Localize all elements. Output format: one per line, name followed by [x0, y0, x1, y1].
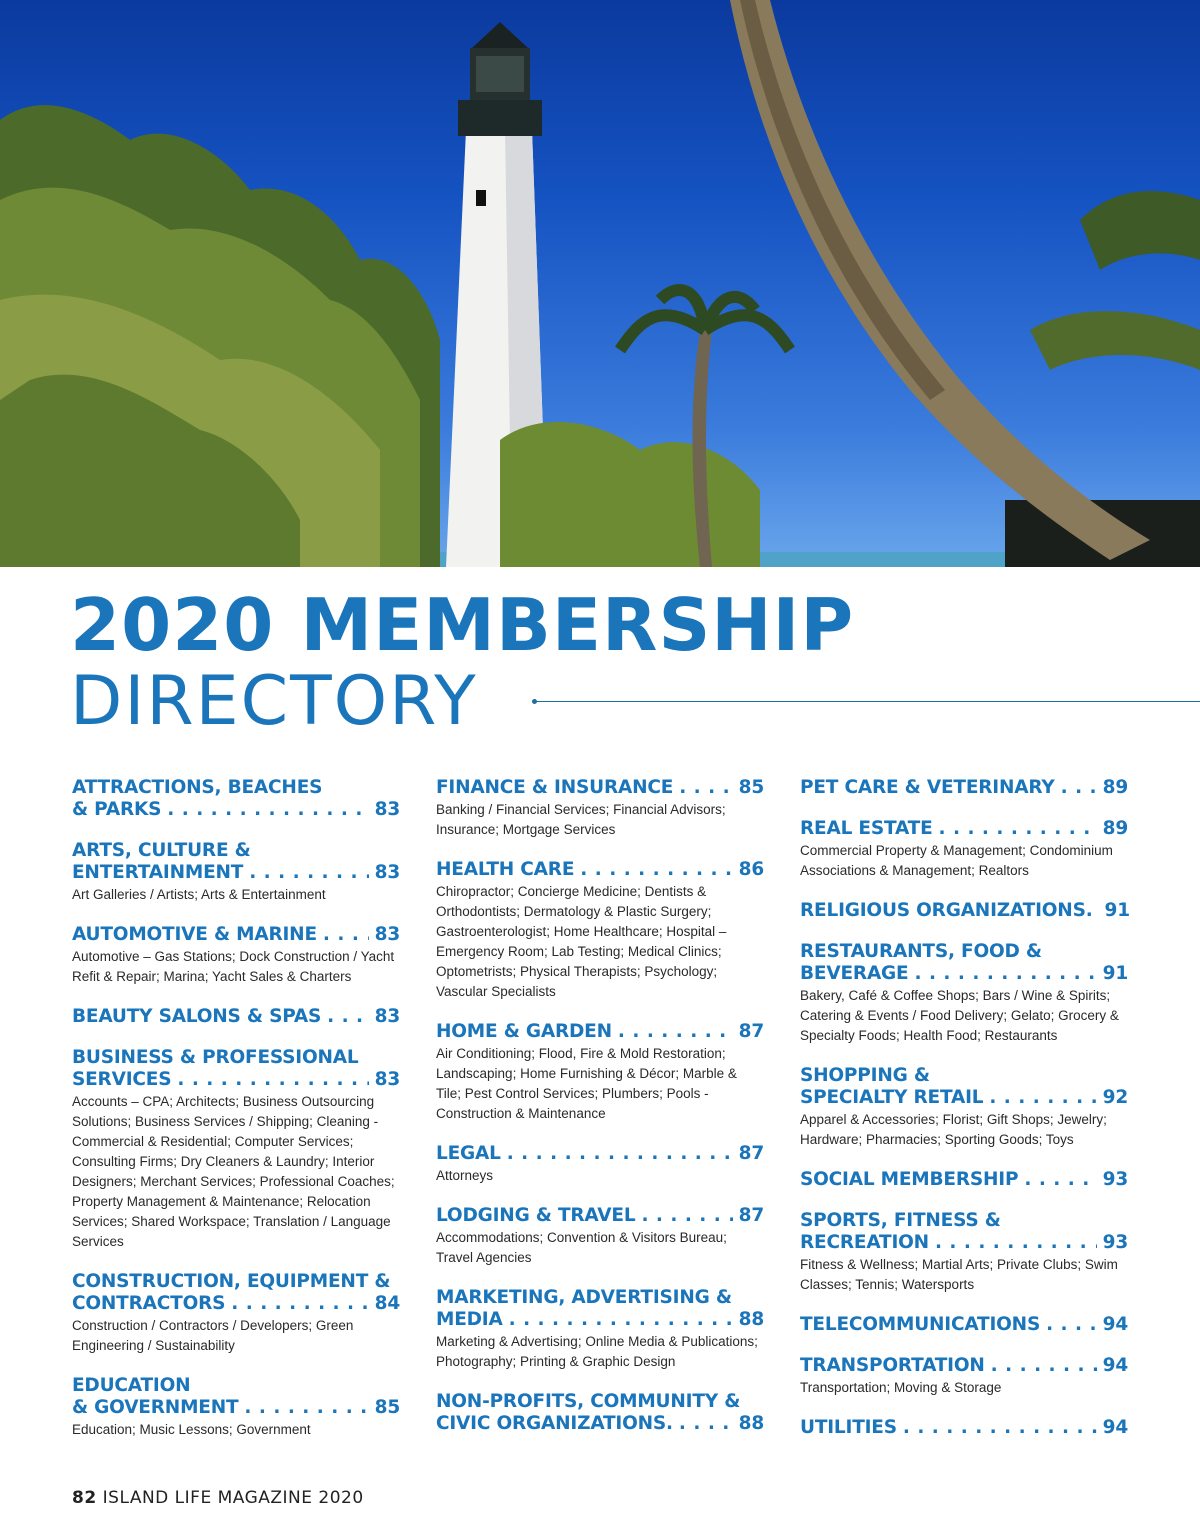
dot-leader	[618, 1021, 733, 1043]
category-page-number: 93	[1102, 1169, 1128, 1190]
category-heading	[436, 777, 764, 799]
category-label: CONSTRUCTION, EQUIPMENT &	[72, 1271, 391, 1292]
category-page-number: 85	[738, 777, 764, 798]
dot-leader	[1046, 1314, 1097, 1336]
directory-column-3	[800, 777, 1128, 1458]
category-description: Commercial Property & Management; Condominium Associations & Management; Realtors	[800, 843, 1113, 878]
page-number: 82	[72, 1488, 97, 1508]
page-footer	[72, 1488, 364, 1508]
directory-entry	[800, 941, 1128, 1046]
category-label: CONTRACTORS	[72, 1293, 226, 1314]
category-page-number: 86	[738, 859, 764, 880]
directory-entry	[436, 1021, 764, 1124]
dot-leader	[167, 799, 368, 821]
category-heading	[72, 1006, 400, 1028]
category-description: Chiropractor; Concierge Medicine; Dentists & Orthodontists; Dermatology & Plastic Surgery; Gastroenterologist; Home Healthcare; Hospital – Emergency Room; Lab Testing; Medical Clinics; Optometrists; Physical Therapists; Psychology; Vascular Specialists	[436, 884, 727, 999]
dot-leader	[903, 1417, 1097, 1439]
category-page-number: 93	[1102, 1232, 1128, 1253]
dot-leader	[914, 963, 1096, 985]
category-heading	[436, 1143, 764, 1165]
dot-leader	[323, 924, 369, 946]
category-label: RECREATION	[800, 1232, 929, 1253]
category-label: NON-PROFITS, COMMUNITY &	[436, 1391, 741, 1412]
category-label: RESTAURANTS, FOOD &	[800, 941, 1042, 962]
dot-leader	[580, 859, 732, 881]
category-heading	[436, 1021, 764, 1043]
category-heading	[72, 1271, 400, 1315]
dot-leader	[679, 1413, 733, 1435]
category-page-number: 84	[374, 1293, 400, 1314]
category-heading	[800, 900, 1128, 922]
dot-leader	[231, 1293, 368, 1315]
dot-leader	[177, 1069, 368, 1091]
category-label: REAL ESTATE	[800, 818, 933, 839]
category-page-number: 83	[374, 862, 400, 883]
category-page-number: 87	[738, 1021, 764, 1042]
directory-entry	[800, 1065, 1128, 1150]
category-heading	[72, 1047, 400, 1091]
hero-photo	[0, 0, 1200, 567]
directory-entry	[72, 1047, 400, 1252]
dot-leader	[939, 818, 1097, 840]
category-heading	[436, 1205, 764, 1227]
directory-entry	[800, 1169, 1128, 1191]
category-heading	[436, 1391, 764, 1435]
category-label: FINANCE & INSURANCE	[436, 777, 674, 798]
directory-entry	[800, 1355, 1128, 1398]
directory-entry	[72, 1375, 400, 1440]
category-label: SHOPPING &	[800, 1065, 930, 1086]
directory-entry	[436, 859, 764, 1002]
page-subtitle: DIRECTORY	[70, 662, 478, 741]
category-label: TRANSPORTATION	[800, 1355, 985, 1376]
dot-leader	[1061, 777, 1097, 799]
category-description: Construction / Contractors / Developers; Green Engineering / Sustainability	[72, 1318, 354, 1353]
category-label: & GOVERNMENT	[72, 1397, 239, 1418]
category-page-number: 83	[374, 799, 400, 820]
dot-leader	[991, 1355, 1097, 1377]
category-page-number: 94	[1102, 1314, 1128, 1335]
category-page-number: 89	[1102, 777, 1128, 798]
lighthouse-illustration	[0, 0, 1200, 567]
category-description: Accounts – CPA; Architects; Business Outsourcing Solutions; Business Services / Shipping; Cleaning - Commercial & Residential; Computer Services; Consulting Firms; Dry Cleaners & Laundry; Interior Designers; Merchant Services; Professional Coaches; Property Management & Maintenance; Relocation Services; Shared Workspace; Translation / Language Services	[72, 1094, 395, 1249]
dot-leader	[327, 1006, 369, 1028]
category-description: Education; Music Lessons; Government	[72, 1422, 311, 1437]
directory-entry	[800, 1210, 1128, 1295]
dot-leader	[249, 862, 368, 884]
category-label: PET CARE & VETERINARY	[800, 777, 1055, 798]
category-label: SERVICES	[72, 1069, 172, 1090]
category-heading	[800, 1314, 1128, 1336]
category-label: ARTS, CULTURE &	[72, 840, 251, 861]
directory-entry	[72, 777, 400, 821]
category-description: Automotive – Gas Stations; Dock Construction / Yacht Refit & Repair; Marina; Yacht Sales & Charters	[72, 949, 395, 984]
category-page-number: 87	[738, 1205, 764, 1226]
category-heading	[800, 1169, 1128, 1191]
category-page-number: 91	[1102, 963, 1128, 984]
category-label: TELECOMMUNICATIONS	[800, 1314, 1041, 1335]
category-label: & PARKS	[72, 799, 162, 820]
category-page-number: 88	[738, 1413, 764, 1434]
directory-entry	[800, 777, 1128, 799]
directory-entry	[436, 1391, 764, 1435]
category-description: Transportation; Moving & Storage	[800, 1380, 1002, 1395]
category-description: Art Galleries / Artists; Arts & Entertainment	[72, 887, 326, 902]
category-page-number: 85	[374, 1397, 400, 1418]
category-label: ATTRACTIONS, BEACHES	[72, 777, 323, 798]
directory-entry	[436, 1205, 764, 1268]
dot-leader	[244, 1397, 368, 1419]
dot-leader	[641, 1205, 732, 1227]
category-description: Air Conditioning; Flood, Fire & Mold Restoration; Landscaping; Home Furnishing & Décor; Marble & Tile; Pest Control Services; Plumbers; Pools - Construction & Maintenance	[436, 1046, 737, 1121]
category-page-number: 88	[738, 1309, 764, 1330]
category-label: ENTERTAINMENT	[72, 862, 244, 883]
category-label: LODGING & TRAVEL	[436, 1205, 636, 1226]
category-heading	[72, 1375, 400, 1419]
category-heading	[72, 840, 400, 884]
category-description: Accommodations; Convention & Visitors Bureau; Travel Agencies	[436, 1230, 727, 1265]
category-label: BUSINESS & PROFESSIONAL	[72, 1047, 359, 1068]
page-title: 2020 MEMBERSHIP	[70, 583, 855, 667]
category-heading	[436, 859, 764, 881]
dot-leader	[1024, 1169, 1096, 1191]
directory-entry	[72, 1006, 400, 1028]
category-heading	[72, 777, 400, 821]
category-heading	[800, 777, 1128, 799]
category-heading	[436, 1287, 764, 1331]
category-heading	[72, 924, 400, 946]
category-page-number: 87	[738, 1143, 764, 1164]
category-heading	[800, 1065, 1128, 1109]
category-heading	[800, 1355, 1128, 1377]
category-page-number: 89	[1102, 818, 1128, 839]
category-label: LEGAL	[436, 1143, 501, 1164]
category-page-number: 94	[1102, 1355, 1128, 1376]
publication-name: ISLAND LIFE MAGAZINE 2020	[102, 1488, 364, 1508]
category-page-number: 91	[1104, 900, 1130, 921]
category-heading	[800, 941, 1128, 985]
directory-entry	[72, 1271, 400, 1356]
category-label: MARKETING, ADVERTISING &	[436, 1287, 732, 1308]
directory-column-1	[72, 777, 400, 1459]
dot-leader	[989, 1087, 1096, 1109]
category-page-number: 83	[374, 1006, 400, 1027]
dot-leader	[507, 1143, 733, 1165]
category-label: RELIGIOUS ORGANIZATIONS.	[800, 900, 1093, 921]
dot-leader	[935, 1232, 1097, 1254]
category-label: BEVERAGE	[800, 963, 909, 984]
category-label: SOCIAL MEMBERSHIP	[800, 1169, 1019, 1190]
category-page-number: 94	[1102, 1417, 1128, 1438]
category-heading	[800, 1417, 1128, 1439]
directory-entry	[800, 1417, 1128, 1439]
dot-leader	[679, 777, 732, 799]
category-page-number: 83	[374, 1069, 400, 1090]
category-label: EDUCATION	[72, 1375, 191, 1396]
directory-entry	[800, 1314, 1128, 1336]
category-label: SPECIALTY RETAIL	[800, 1087, 984, 1108]
category-label: AUTOMOTIVE & MARINE	[72, 924, 317, 945]
category-description: Fitness & Wellness; Martial Arts; Private Clubs; Swim Classes; Tennis; Watersports	[800, 1257, 1118, 1292]
category-label: CIVIC ORGANIZATIONS.	[436, 1413, 673, 1434]
directory-entry	[436, 1287, 764, 1372]
directory-entry	[72, 840, 400, 905]
title-rule	[534, 701, 1200, 702]
directory-entry	[72, 924, 400, 987]
dot-leader	[509, 1309, 733, 1331]
category-label: MEDIA	[436, 1309, 503, 1330]
category-description: Bakery, Café & Coffee Shops; Bars / Wine & Spirits; Catering & Events / Food Delivery; Gelato; Grocery & Specialty Foods; Health Food; Restaurants	[800, 988, 1119, 1043]
category-description: Attorneys	[436, 1168, 494, 1183]
category-label: SPORTS, FITNESS &	[800, 1210, 1001, 1231]
category-label: BEAUTY SALONS & SPAS	[72, 1006, 322, 1027]
directory-column-2	[436, 777, 764, 1454]
directory-entry	[800, 818, 1128, 881]
directory-entry	[436, 777, 764, 840]
category-label: HEALTH CARE	[436, 859, 575, 880]
category-label: UTILITIES	[800, 1417, 897, 1438]
directory-entry	[800, 900, 1128, 922]
category-page-number: 83	[374, 924, 400, 945]
category-label: HOME & GARDEN	[436, 1021, 612, 1042]
category-page-number: 92	[1102, 1087, 1128, 1108]
category-description: Banking / Financial Services; Financial Advisors; Insurance; Mortgage Services	[436, 802, 726, 837]
category-description: Apparel & Accessories; Florist; Gift Shops; Jewelry; Hardware; Pharmacies; Sporting Goods; Toys	[800, 1112, 1107, 1147]
directory-entry	[436, 1143, 764, 1186]
category-description: Marketing & Advertising; Online Media & Publications; Photography; Printing & Graphic Design	[436, 1334, 758, 1369]
category-heading	[800, 818, 1128, 840]
category-heading	[800, 1210, 1128, 1254]
